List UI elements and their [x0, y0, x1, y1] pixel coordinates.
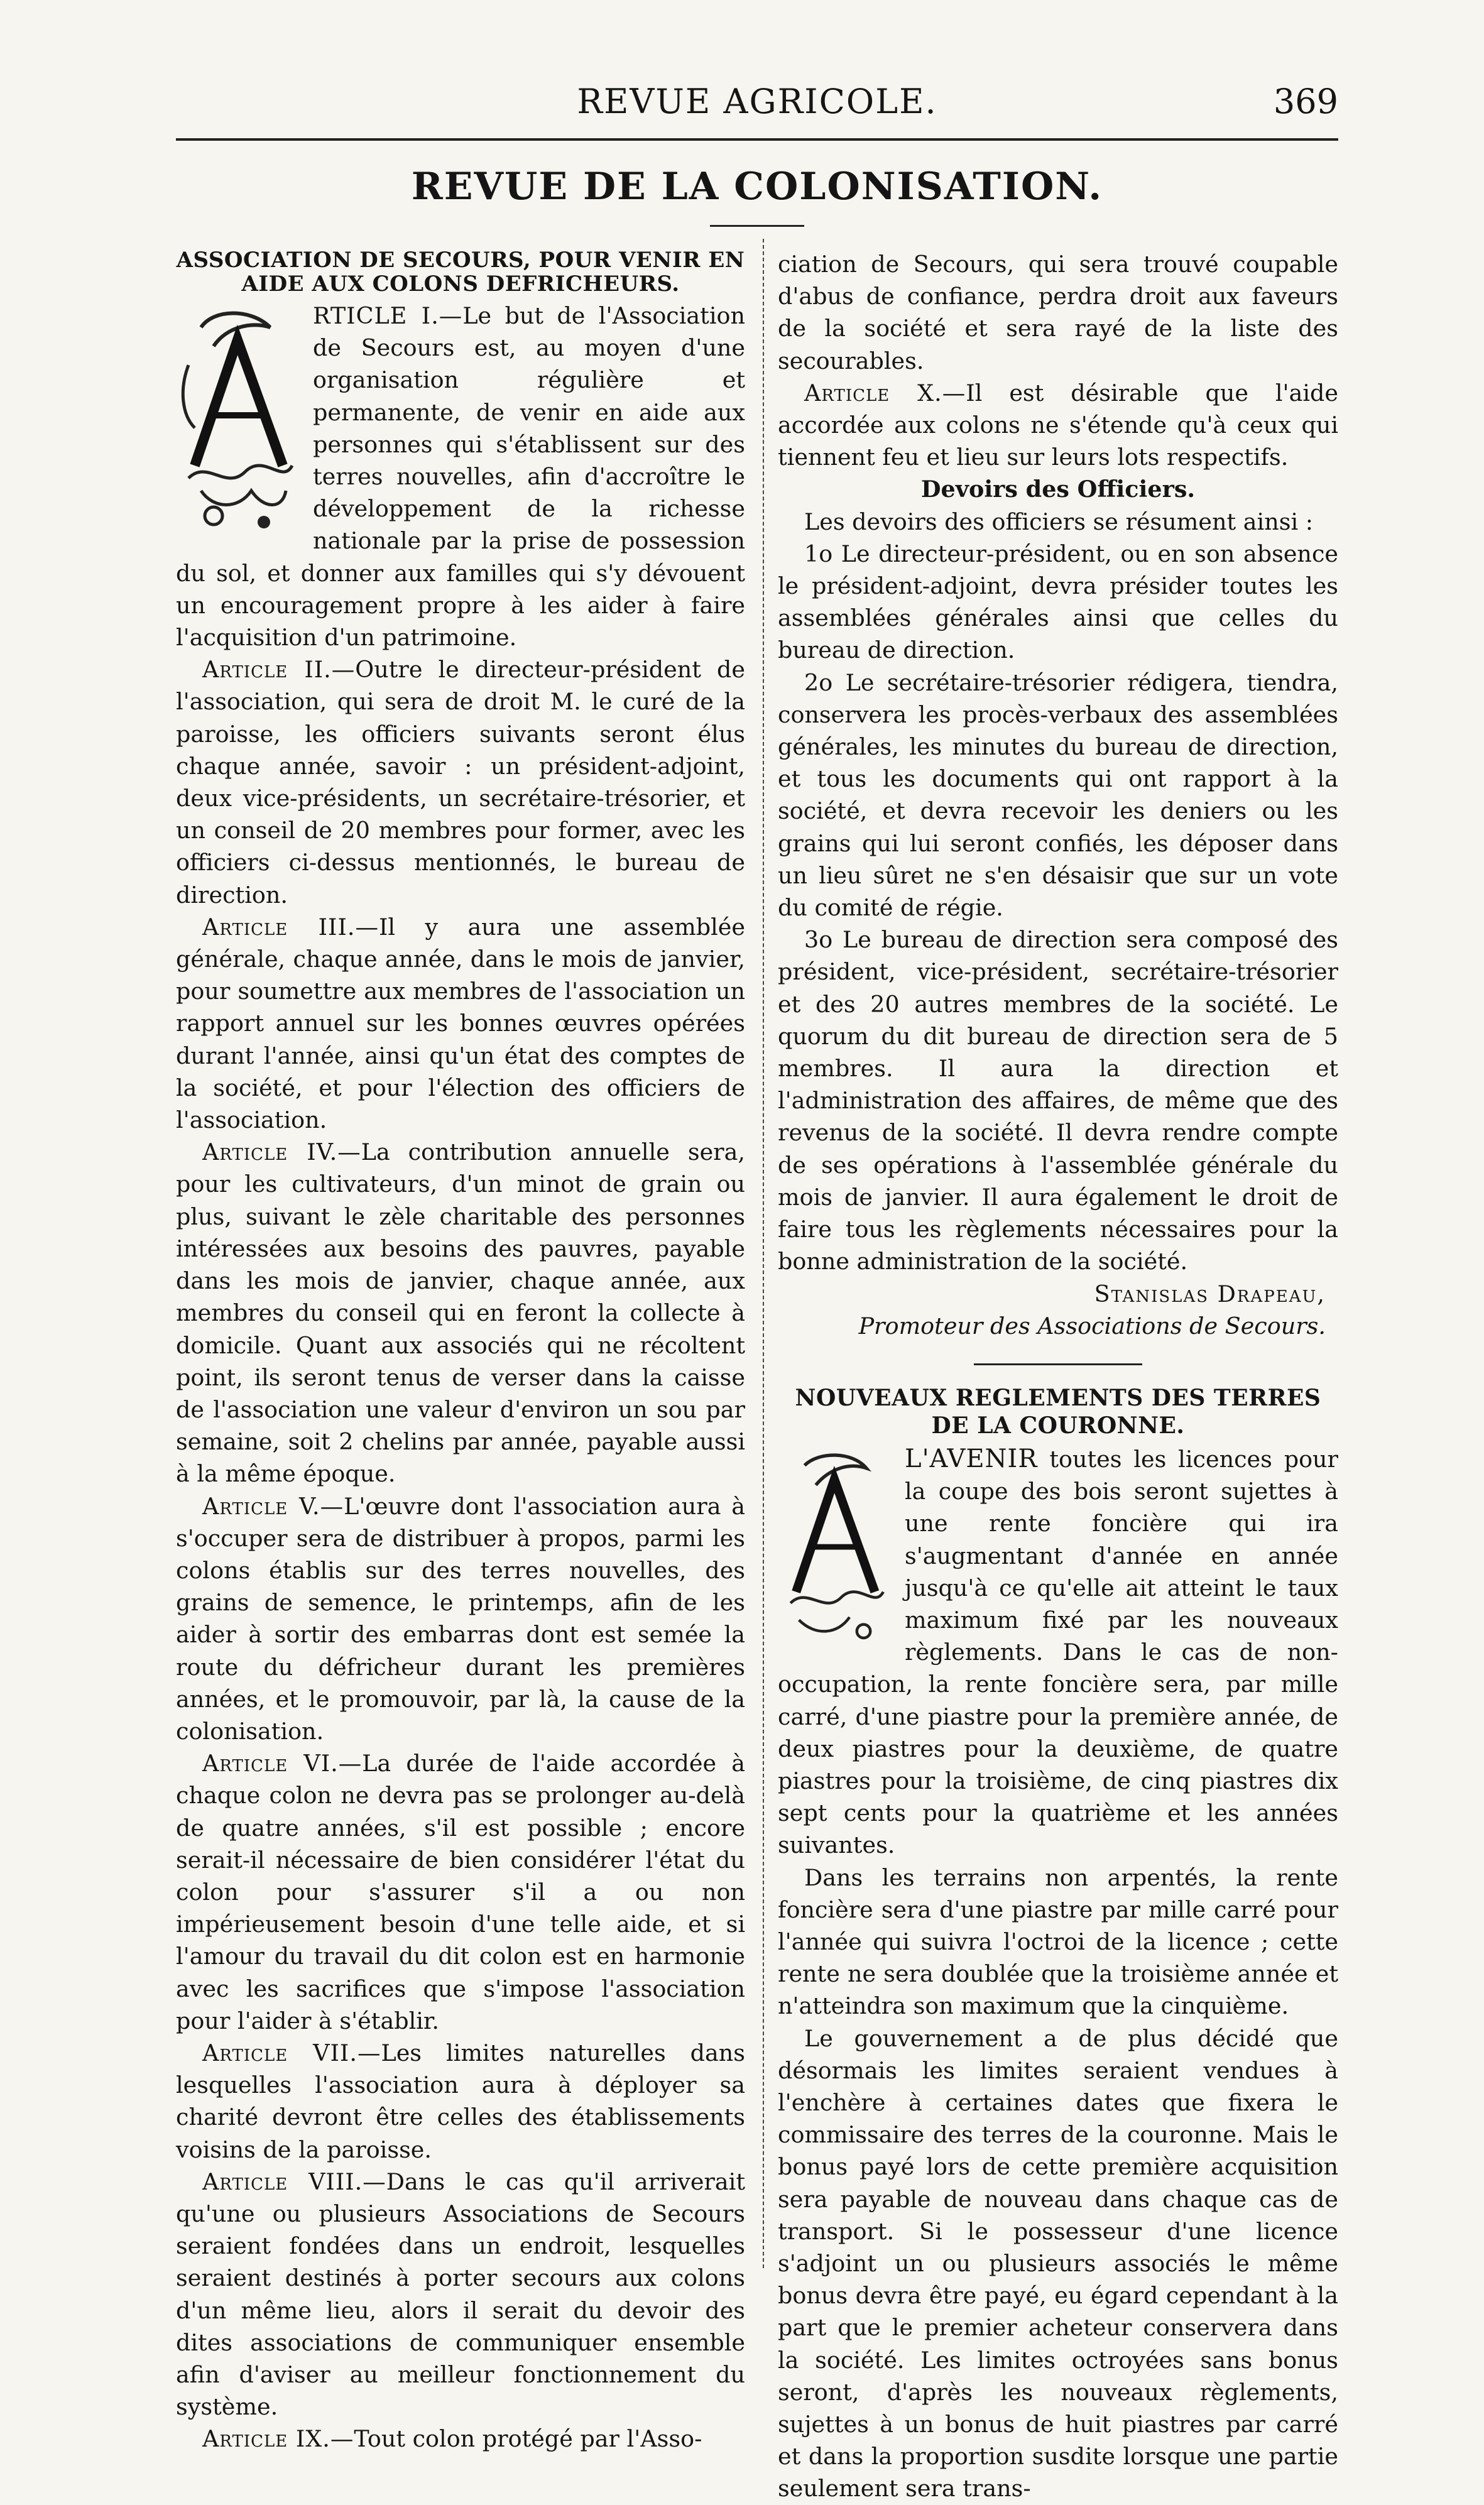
right-column — [778, 248, 1338, 2505]
left-column — [176, 248, 745, 2455]
article-label: Article VII.— — [202, 2039, 381, 2066]
article-text: Tout colon protégé par l'Asso- — [354, 2425, 702, 2453]
running-head — [176, 75, 1338, 119]
article-text: Les limites naturelles dans lesquelles l'association aura à déployer sa charité devront être celles des établissements voisins de la paroisse. — [176, 2039, 745, 2163]
article-label: Article II.— — [202, 656, 356, 684]
para-2: Dans les terrains non arpentés, la rente foncière sera d'une piastre par mille carré pour l'année qui suivra l'octroi de la licence ; cette rente ne sera doublée que la troisième année et n'atteindra son maximum que la cinquième. — [778, 1864, 1338, 2020]
dropcap-a-icon — [778, 1446, 891, 1659]
article-text: Il y aura une assemblée générale, chaque année, dans le mois de janvier, pour soumettre aux membres de l'association un rapport annuel sur les bonnes œuvres opérées durant l'année, ainsi qu'un état des comptes de la société, et pour l'élection des officiers de l'association. — [176, 913, 745, 1134]
article-1-text: Le but de l'Association de Secours est, au moyen d'une organisation régulière et permanente, de venir en aide aux personnes qui s'établissent sur des terres nouvelles, afin d'accroître le développement de la richesse nationale par la prise de possession du sol, et donner aux familles qui s'y dévouent un encouragement propre à les aider à faire l'acquisition d'un patrimoine. — [176, 302, 745, 652]
title-rule — [710, 225, 804, 227]
signature-role: Promoteur des Associations de Secours. — [858, 1312, 1326, 1340]
section-separator — [974, 1363, 1142, 1365]
para-1-text: toutes les licences pour la coupe des bois seront sujettes à une rente foncière qui ira s'augmentant d'année en année jusqu'à ce qu'elle ait atteint le taux maximum fixé par les nouveaux règlements. Dans le cas de non-occupation, la rente foncière sera, par mille carré, d'une piastre pour la première année, de deux piastres pour la deuxième, de quatre piastres pour la troisième, de cinq piastres dix sept cents pour la quatrième et les années suivantes. — [778, 1445, 1338, 1859]
duties-intro: Les devoirs des officiers se résument ainsi : — [804, 508, 1314, 535]
duty-item: 3o Le bureau de direction sera composé des président, vice-président, secrétaire-trésorier et des 20 autres membres de la société. Le quorum du dit bureau de direction sera de 5 membres. Il aura la direction et l'administration des affaires, de même que des revenus de la société. Il devra rendre compte de ses opérations à l'assemblée générale du mois de janvier. Il aura également le droit de faire tous les règlements nécessaires pour la bonne administration de la société. — [778, 926, 1338, 1275]
article-text: Outre le directeur-président de l'association, qui sera de droit M. le curé de la paroisse, les officiers suivants seront élus chaque année, savoir : un président-adjoint, deux vice-présidents, un secrétaire-trésorier, et un conseil de 20 membres pour former, avec les officiers ci-dessus mentionnés, le bureau de direction. — [176, 656, 745, 909]
continuation-text: ciation de Secours, qui sera trouvé coupable d'abus de confiance, perdra droit aux faveurs de la société et sera rayé de la liste des secourables. — [778, 251, 1338, 374]
article-heading-2: NOUVEAUX REGLEMENTS DES TERRES DE LA COURONNE. — [795, 1384, 1321, 1439]
section-title: REVUE DE LA COLONISATION. — [411, 165, 1103, 209]
article-label: Article III.— — [202, 913, 379, 941]
ornamental-dropcap — [176, 302, 299, 541]
article-text: La durée de l'aide accordée à chaque colon ne devra pas se prolonger au-delà de quatre années, s'il est possible ; encore serait-il nécessaire de bien considérer l'état du colon pour s'assurer s'il a ou non impérieusement besoin d'une telle aide, et si l'amour du travail du dit colon est en harmonie avec les sacrifices que s'impose l'association pour l'aider à s'établir. — [176, 1750, 745, 2034]
duties-heading: Devoirs des Officiers. — [920, 476, 1196, 503]
para-1-lead: L'AVENIR — [905, 1444, 1038, 1473]
column-divider — [763, 239, 764, 2268]
article-1-label: RTICLE I.— — [313, 302, 463, 329]
article-label: Article IX.— — [202, 2425, 354, 2453]
article-text: La contribution annuelle sera, pour les cultivateurs, d'un minot de grain ou plus, suivant le zèle charitable des personnes intéressées aux besoins des pauvres, payable dans les mois de janvier, chaque année, aux membres du conseil qui en feront la collecte à domicile. Quant aux associés qui ne récoltent point, ils seront tenus de verser dans la caisse de l'association une valeur d'environ un sou par semaine, soit 2 chelins par année, payable aussi à la même époque. — [176, 1138, 745, 1488]
page-number: 369 — [1273, 82, 1338, 121]
article-heading: ASSOCIATION DE SECOURS, POUR VENIR EN AIDE AUX COLONS DEFRICHEURS. — [176, 248, 745, 297]
dropcap-a-icon — [176, 302, 299, 541]
article-10-label: Article X.— — [804, 379, 966, 407]
para-3: Le gouvernement a de plus décidé que désormais les limites seraient vendues à l'enchère à certaines dates que fixera le commissaire des terres de la couronne. Mais le bonus payé lors de cette première acquisition sera payable de nouveau dans chaque cas de transport. Si le possesseur d'une licence s'adjoint un ou plusieurs associés le même bonus devra être payé, eu égard cependant à la part que le premier acheteur conservera dans la société. Les limites octroyées sans bonus seront, d'après les nouveaux règlements, sujettes à un bonus de huit piastres par carré et dans la proportion susdite lorsque une partie seulement sera trans- — [778, 2024, 1338, 2502]
duty-item: 2o Le secrétaire-trésorier rédigera, tiendra, conservera les procès-verbaux des assemblées générales, les minutes du bureau de direction, et tous les documents qui ont rapport à la société, et devra recevoir les deniers ou les grains qui lui seront confiés, les déposer dans un lieu sûret ne s'en désaisir que sur un vote du comité de régie. — [778, 669, 1338, 922]
article-10-text: Il est désirable que l'aide accordée aux colons ne s'étende qu'à ceux qui tiennent feu et lieu sur leurs lots respectifs. — [778, 379, 1338, 471]
duty-item: 1o Le directeur-président, ou en son absence le président-adjoint, devra présider toutes les assemblées générales ainsi que celles du bureau de direction. — [778, 540, 1338, 664]
article-text: L'œuvre dont l'association aura à s'occuper sera de distribuer à propos, parmi les colons établis sur des terres nouvelles, des grains de semence, le printemps, afin de les aider à sortir des embarras dont est semée la route du défricheur durant les premières années, et le promouvoir, par là, la cause de la colonisation. — [176, 1492, 745, 1745]
header-rule — [176, 138, 1338, 141]
article-text: Dans le cas qu'il arriverait qu'une ou plusieurs Associations de Secours seraient fondées dans un endroit, lesquelles seraient destinés à porter secours aux colons d'un même lieu, alors il serait du devoir des dites associations de communiquer ensemble afin d'aviser au meilleur fonctionnement du système. — [176, 2168, 745, 2421]
signature-name: Stanislas Drapeau, — [1094, 1280, 1326, 1307]
article-label: Article VI.— — [202, 1750, 363, 1777]
article-label: Article VIII.— — [202, 2168, 386, 2195]
running-title: REVUE AGRICOLE. — [577, 82, 937, 121]
article-label: Article V.— — [202, 1492, 344, 1520]
article-label: Article IV.— — [202, 1138, 361, 1166]
ornamental-dropcap-2 — [778, 1446, 891, 1659]
